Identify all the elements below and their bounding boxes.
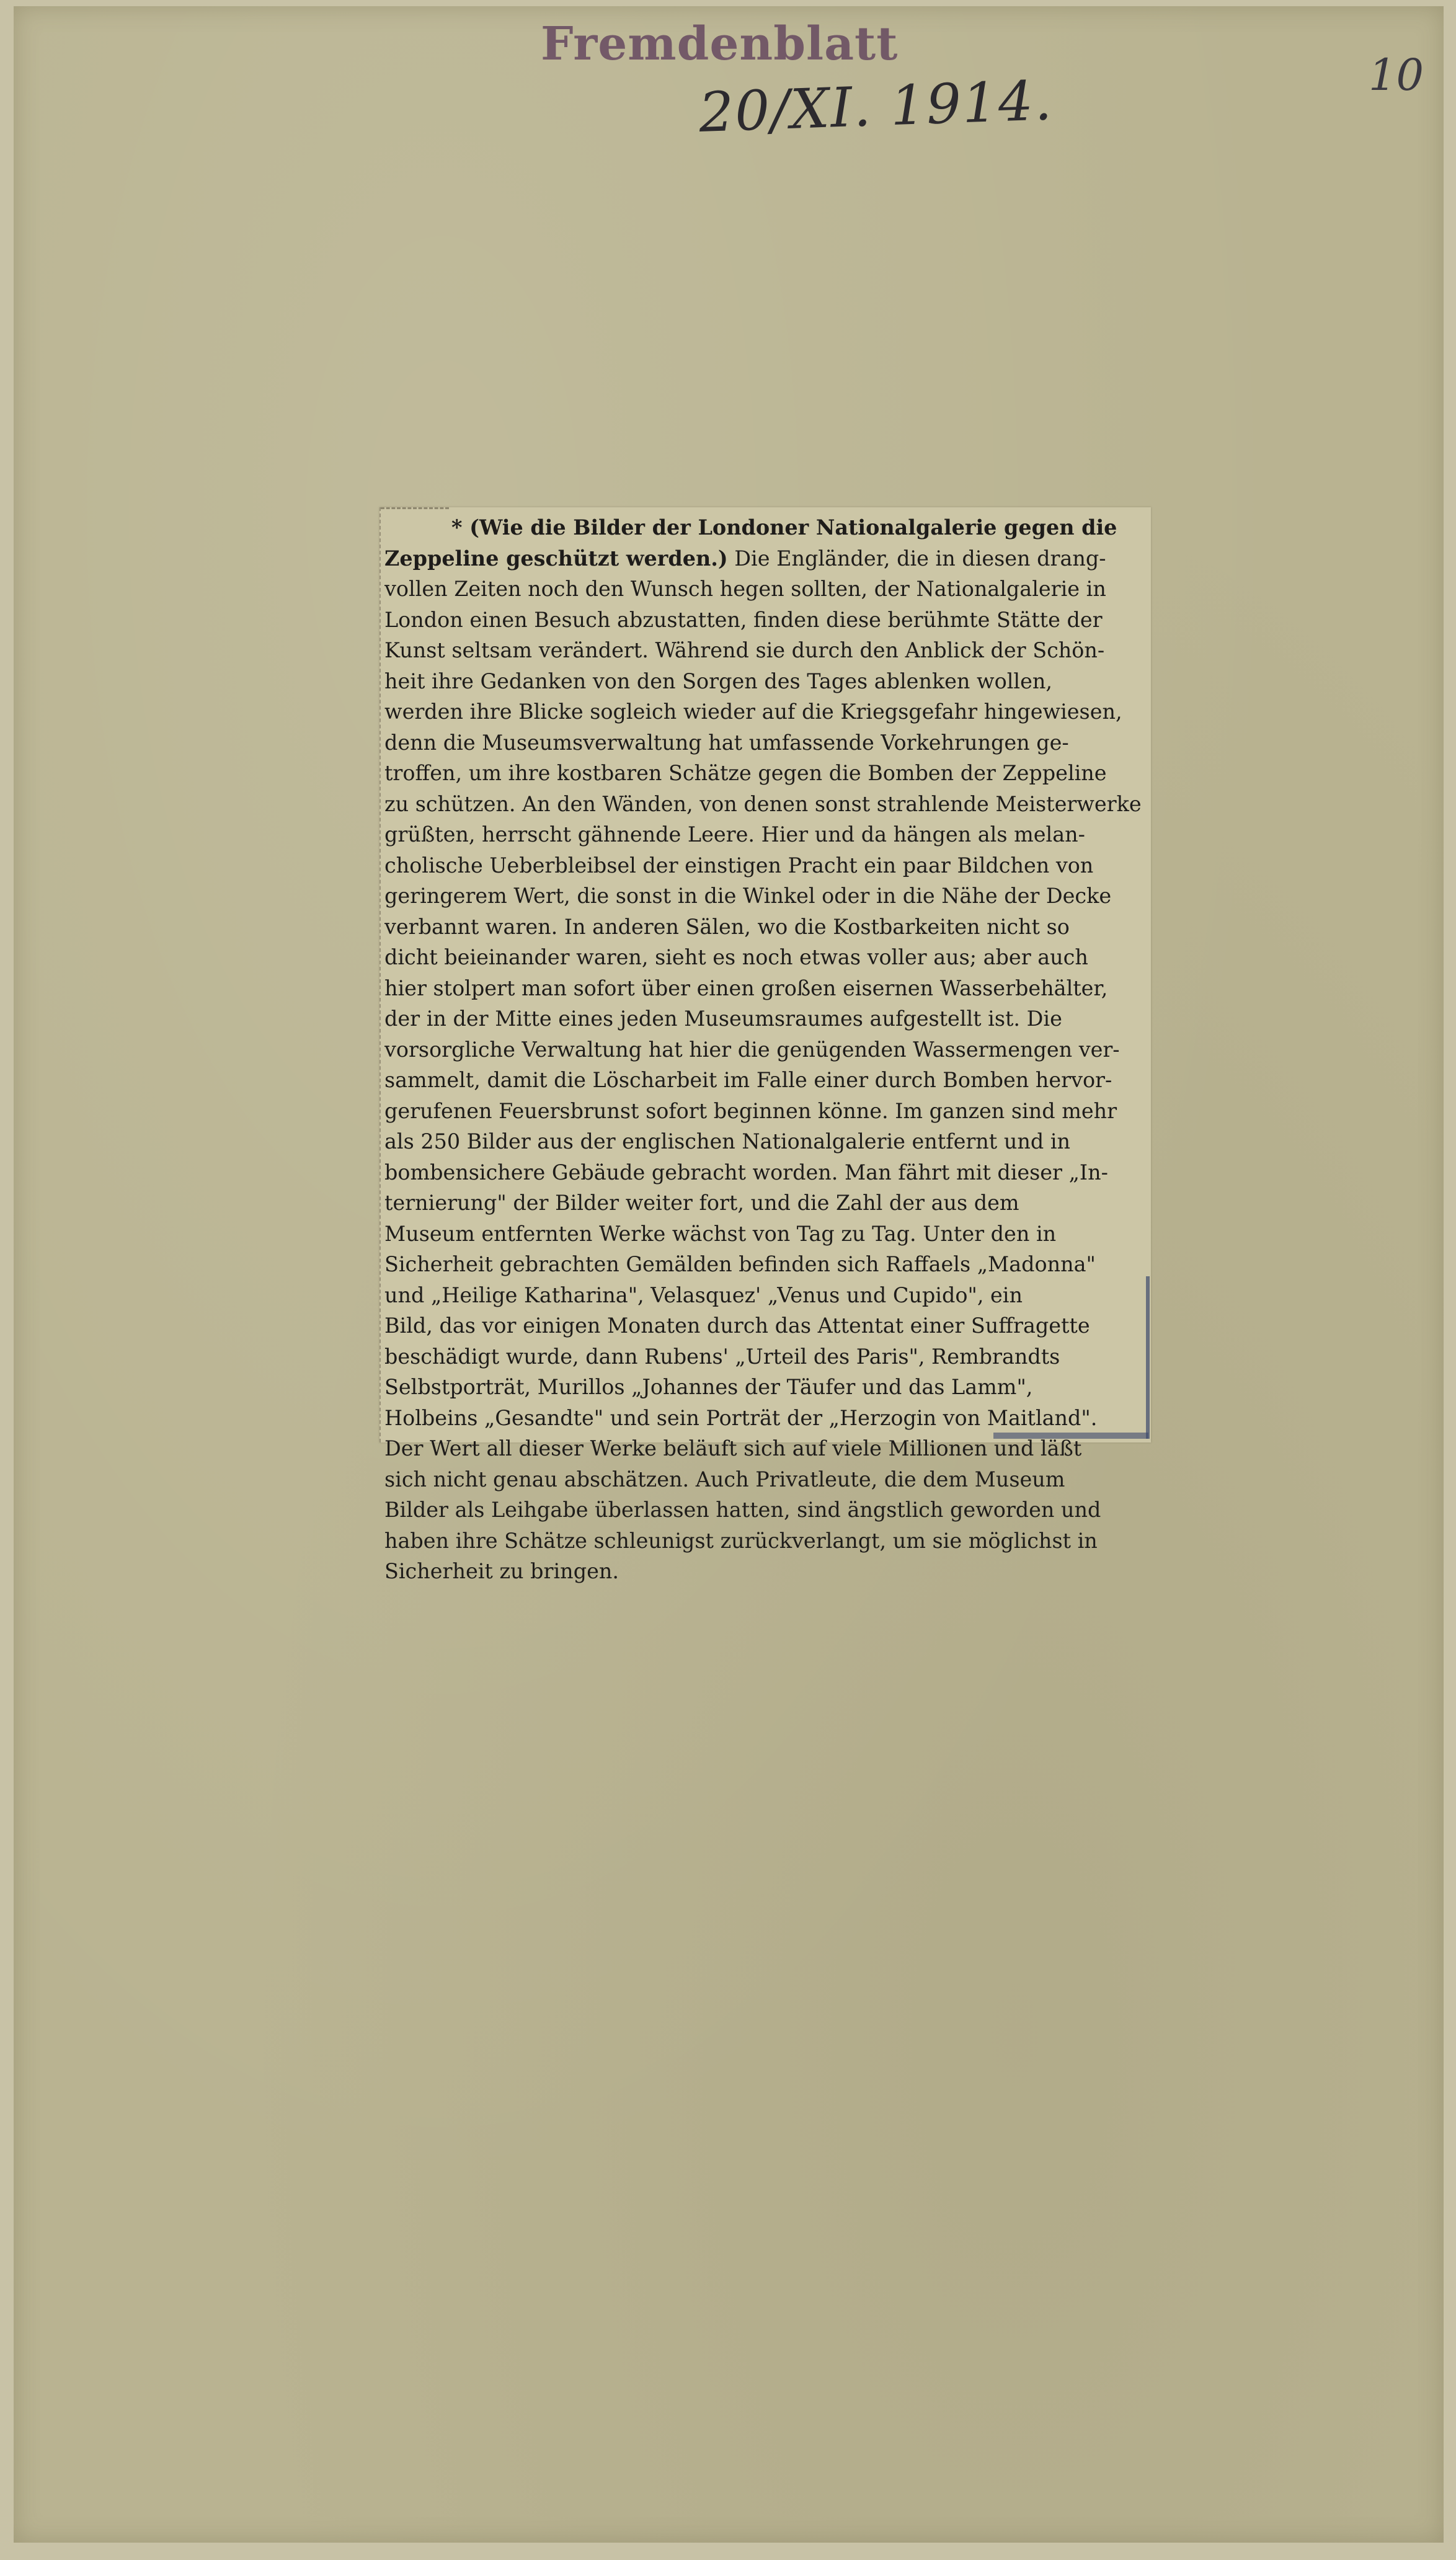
article-line: beschädigt wurde, dann Rubens' „Urteil des Paris", Rembrandts [384,1344,1060,1369]
article-line: als 250 Bilder aus der englischen Nationalgalerie entfernt und in [384,1129,1071,1153]
article-headline-part: Zeppeline geschützt werden.) [384,546,728,571]
article-line: geringerem Wert, die sonst in die Winkel oder in die Nähe der Decke [384,884,1112,908]
article-line [384,512,1145,543]
article-line: gerufenen Feuersbrunst sofort beginnen könne. Im ganzen sind mehr [384,1098,1117,1123]
cut-mark [381,507,449,511]
newspaper-name-stamp: Fremdenblatt [541,17,899,71]
article-line: bombensichere Gebäude gebracht worden. Man fährt mit dieser „In- [384,1160,1108,1184]
article-line: Sicherheit gebrachten Gemälden befinden sich Raffaels „Madonna" [384,1252,1096,1276]
article-headline-part: * (Wie die Bilder der Londoner Nationalgalerie gegen die [451,515,1117,540]
article-line: vorsorgliche Verwaltung hat hier die genügenden Wassermengen ver- [384,1037,1120,1062]
article-line: cholische Ueberbleibsel der einstigen Pracht ein paar Bildchen von [384,853,1094,878]
article-line: vollen Zeiten noch den Wunsch hegen sollten, der Nationalgalerie in [384,577,1106,601]
article-line: hier stolpert man sofort über einen großen eisernen Wasserbehälter, [384,976,1108,1000]
article-line: dicht beieinander waren, sieht es noch etwas voller aus; aber auch [384,945,1088,969]
article-line: Bilder als Leihgabe überlassen hatten, sind ängstlich geworden und [384,1498,1101,1522]
article-line: denn die Museumsverwaltung hat umfassende Vorkehrungen ge- [384,730,1069,755]
article-line: haben ihre Schätze schleunigst zurückverlangt, um sie möglichst in [384,1528,1098,1553]
article-line: der in der Mitte eines jeden Museumsraumes aufgestellt ist. Die [384,1007,1062,1031]
handwritten-date: 20/XI. 1914. [698,68,1054,144]
article-line: Holbeins „Gesandte" und sein Porträt der „Herzogin von Maitland". [384,1405,1098,1430]
newspaper-clipping [380,507,1151,1583]
article-line: Sicherheit zu bringen. [384,1559,619,1583]
article-line: Selbstporträt, Murillos „Johannes der Täufer und das Lamm", [384,1375,1033,1399]
article-line: zu schützen. An den Wänden, von denen sonst strahlende Meisterwerke [384,791,1142,816]
article-line: und „Heilige Katharina", Velasquez' „Venus und Cupido", ein [384,1282,1023,1307]
article-line: ternierung" der Bilder weiter fort, und die Zahl der aus dem [384,1191,1019,1215]
article-line: werden ihre Blicke sogleich wieder auf die Kriegsgefahr hingewiesen, [384,700,1122,724]
article-line: Der Wert all dieser Werke beläuft sich auf viele Millionen und läßt [384,1436,1082,1460]
handwritten-page-number: 10 [1369,50,1424,100]
article-line: verbannt waren. In anderen Sälen, wo die Kostbarkeiten nicht so [384,914,1070,939]
article-text [384,512,1145,1587]
article-line: sich nicht genau abschätzen. Auch Privatleute, die dem Museum [384,1467,1065,1491]
article-line: troffen, um ihre kostbaren Schätze gegen die Bomben der Zeppeline [384,761,1107,785]
blue-pencil-mark-right [1146,1276,1150,1439]
article-line: heit ihre Gedanken von den Sorgen des Tages ablenken wollen, [384,669,1052,693]
article-line: grüßten, herrscht gähnende Leere. Hier und da hängen als melan- [384,822,1085,847]
article-line: Bild, das vor einigen Monaten durch das Attentat einer Suffragette [384,1313,1090,1338]
article-line: Zeppeline geschützt werden.) Die Engländer, die in diesen drang- [384,546,1106,571]
article-line: Museum entfernten Werke wächst von Tag zu Tag. Unter den in [384,1221,1057,1246]
article-line: Kunst seltsam verändert. Während sie durch den Anblick der Schön- [384,638,1105,662]
article-line: sammelt, damit die Löscharbeit im Falle einer durch Bomben hervor- [384,1068,1112,1092]
article-line: London einen Besuch abzustatten, finden diese berühmte Stätte der [384,607,1103,632]
archive-sheet [14,6,1444,2543]
